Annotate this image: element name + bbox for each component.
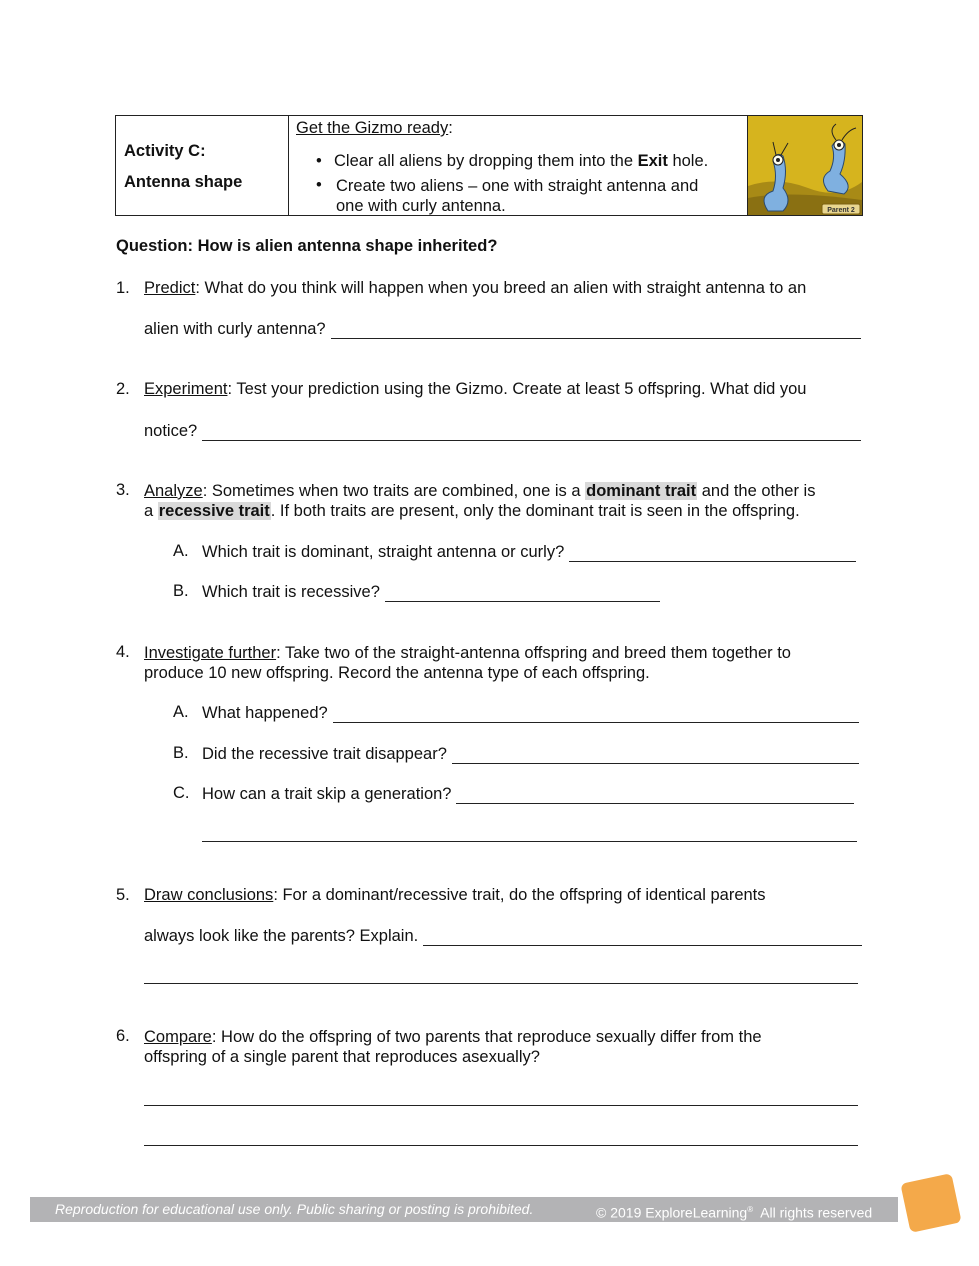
sub-letter: C. [173, 784, 190, 802]
experiment-prompt: Experiment: Test your prediction using the Gizmo. Create at least 5 offspring. What did you [144, 380, 807, 398]
answer-line[interactable] [144, 1105, 858, 1106]
sub-letter: B. [173, 582, 189, 600]
bullet-1: • [316, 152, 322, 170]
gizmo-ready-title: Get the Gizmo ready [296, 119, 449, 137]
parent-label: Parent 2 [827, 207, 855, 214]
activity-header-table [115, 115, 863, 216]
item-number: 4. [116, 643, 130, 661]
footer-bar [30, 1197, 898, 1222]
item-number: 5. [116, 886, 130, 904]
what-happened-answer[interactable]: What happened? [202, 701, 859, 723]
predict-prompt: Predict: What do you think will happen when you breed an alien with straight antenna to an [144, 279, 807, 297]
item-number: 3. [116, 481, 130, 499]
recessive-answer[interactable]: Which trait is recessive? [202, 580, 660, 602]
sub-letter: A. [173, 542, 189, 560]
activity-cell [116, 116, 289, 215]
activity-label: Activity C: [124, 142, 206, 160]
compare-prompt: Compare: How do the offspring of two parents that reproduce sexually differ from the offspring of a single parent that reproduces asexually? [144, 1028, 762, 1066]
answer-line[interactable] [202, 841, 857, 842]
item-number: 6. [116, 1027, 130, 1045]
answer-line[interactable] [144, 1145, 858, 1146]
investigate-prompt: Investigate further: Take two of the straight-antenna offspring and breed them together to produce 10 new offspring. Record the antenna type of each offspring. [144, 644, 791, 682]
experiment-answer[interactable]: notice? [144, 419, 861, 441]
conclusions-answer[interactable]: always look like the parents? Explain. [144, 924, 862, 946]
bullet-1-text: Clear all aliens by dropping them into the Exit hole. [334, 152, 709, 170]
activity-topic: Antenna shape [124, 173, 243, 191]
footer-copyright: © 2019 ExploreLearning® All rights reserved [596, 1204, 873, 1221]
footer-notice: Reproduction for educational use only. Public sharing or posting is prohibited. [55, 1201, 534, 1217]
instructions-cell: Get the Gizmo ready: • Clear all aliens by dropping them into the Exit hole. • Create two aliens – one with straight antenna and one with curly antenna. [288, 116, 748, 215]
bullet-2-text: Create two aliens – one with straight antenna and one with curly antenna. [336, 177, 699, 215]
explorelearning-logo [900, 1173, 961, 1233]
analyze-prompt: Analyze: Sometimes when two traits are combined, one is a dominant trait and the other is a recessive trait. If both traits are present, only the dominant trait is seen in the offspring. [144, 482, 816, 520]
answer-line[interactable] [144, 983, 858, 984]
disappear-answer[interactable]: Did the recessive trait disappear? [202, 742, 859, 764]
sub-letter: B. [173, 744, 189, 762]
bullet-2: • [316, 176, 322, 194]
gizmo-aliens-image [748, 116, 862, 215]
item-number: 1. [116, 279, 130, 297]
question-heading: Question: How is alien antenna shape inherited? [116, 237, 498, 255]
item-number: 2. [116, 380, 130, 398]
sub-letter: A. [173, 703, 189, 721]
skip-generation-answer[interactable]: How can a trait skip a generation? [202, 782, 854, 804]
dominant-answer[interactable]: Which trait is dominant, straight antenna or curly? [202, 540, 856, 562]
predict-answer[interactable]: alien with curly antenna? [144, 317, 861, 339]
conclusions-prompt: Draw conclusions: For a dominant/recessive trait, do the offspring of identical parents [144, 886, 766, 904]
